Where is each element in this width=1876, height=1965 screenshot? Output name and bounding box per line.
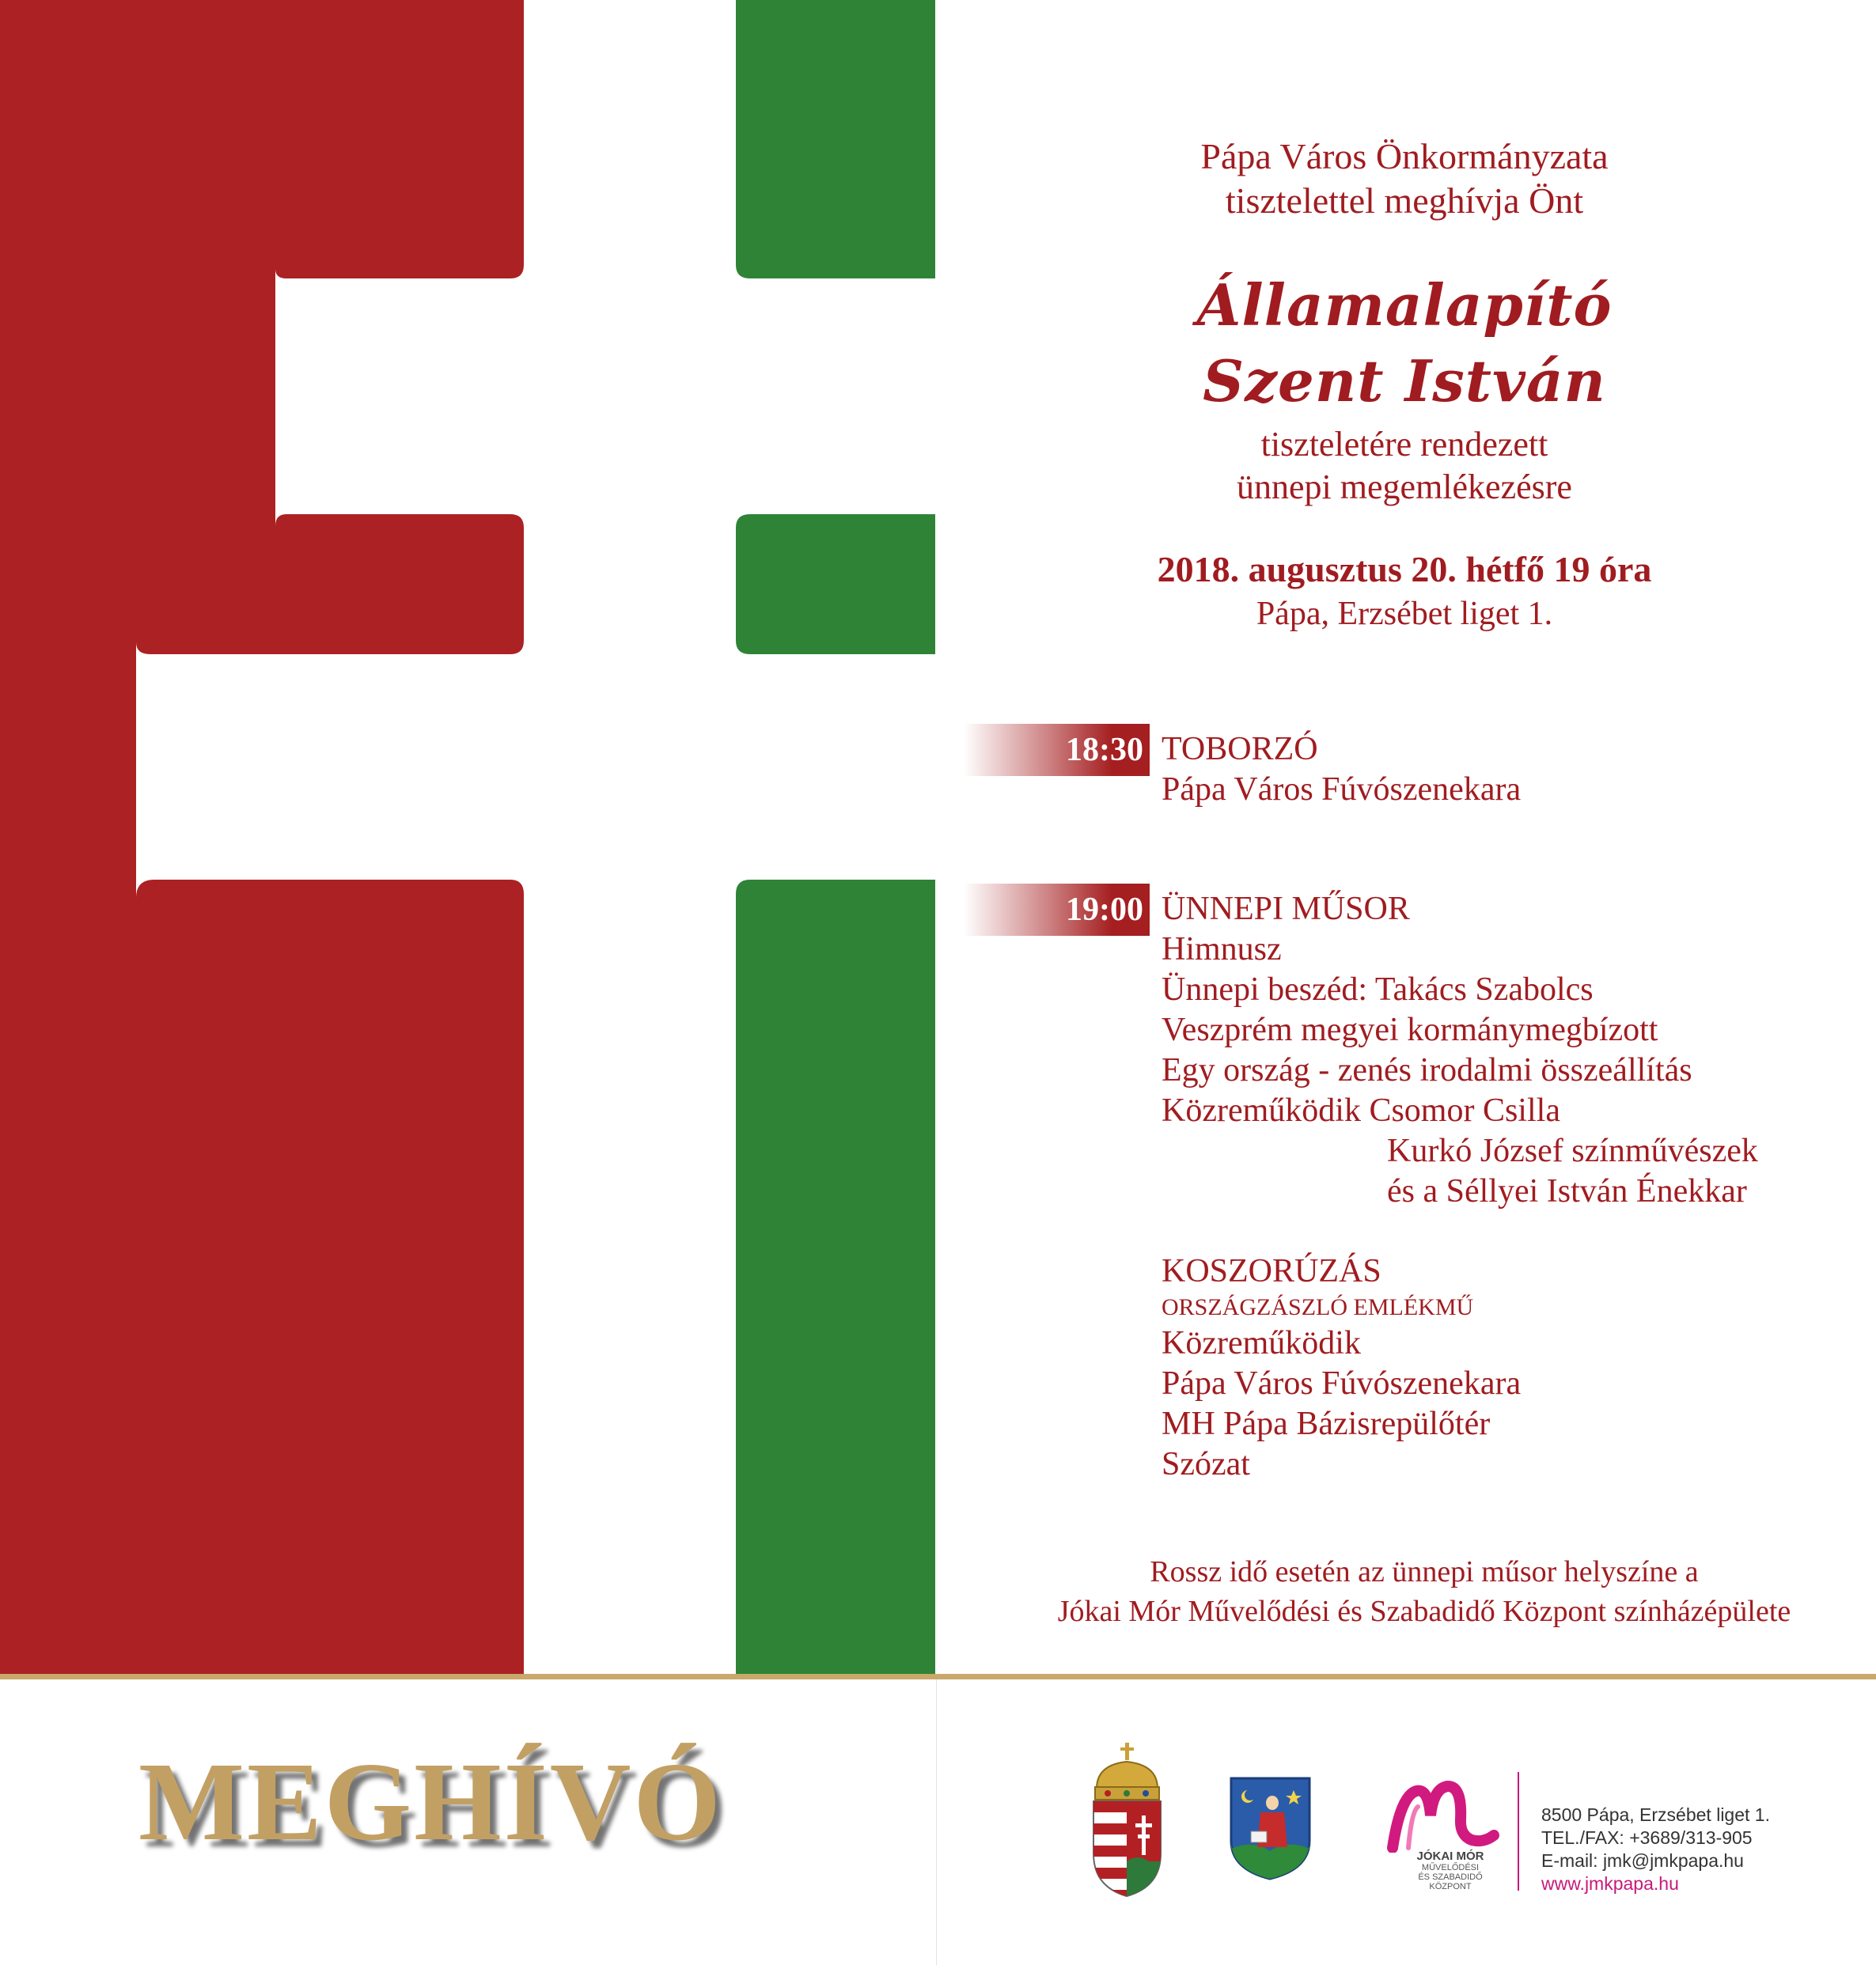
event-subtitle <box>942 423 1867 509</box>
time-1830: 18:30 <box>1066 732 1143 768</box>
red-field <box>0 0 524 1675</box>
contact-address: 8500 Pápa, Erzsébet liget 1. <box>1541 1804 1770 1825</box>
program-line: Közreműködik Csomor Csilla <box>1162 1092 1560 1129</box>
notice-line-2: Jókai Mór Művelődési és Szabadidő Központ színházépülete <box>1057 1595 1791 1628</box>
notice-line-1: Rossz idő esetén az ünnepi műsor helyszíne a <box>1150 1555 1699 1588</box>
program-heading-toborzo: TOBORZÓ <box>1162 731 1318 767</box>
program-line-indented: Kurkó József színművészek <box>1387 1133 1758 1169</box>
time-1900: 19:00 <box>1066 892 1143 928</box>
invitation-intro <box>942 134 1867 223</box>
time-badge-1 <box>964 724 1150 776</box>
wreath-heading: KOSZORÚZÁS <box>1162 1253 1381 1289</box>
title-line-1: Államalapító <box>1196 271 1613 339</box>
gold-divider <box>0 1674 1876 1679</box>
contact-email[interactable]: E-mail: jmk@jmkpapa.hu <box>1541 1850 1744 1871</box>
program-item-2 <box>1162 889 1758 1212</box>
program-line: Ünnepi beszéd: Takács Szabolcs <box>1162 971 1594 1008</box>
program-item-1 <box>1162 729 1521 810</box>
subtitle-line-1: tiszteletére rendezett <box>1260 425 1548 464</box>
cover-title: MEGHÍVÓ <box>138 1739 723 1864</box>
green-bottom <box>736 880 935 1675</box>
jokai-logo-sub-3: KÖZPONT <box>1429 1882 1472 1891</box>
jokai-logo-name: JÓKAI MÓR <box>1416 1850 1484 1863</box>
time-badge-2 <box>964 884 1150 936</box>
program-line-indented: és a Séllyei István Énekkar <box>1387 1173 1747 1210</box>
event-title <box>942 267 1867 419</box>
program-line: Közreműködik <box>1162 1325 1361 1361</box>
event-date: 2018. augusztus 20. hétfő 19 óra <box>1157 549 1652 589</box>
program-heading-unnepi-musor: ÜNNEPI MŰSOR <box>1162 891 1410 927</box>
event-place: Pápa, Erzsébet liget 1. <box>1256 596 1553 632</box>
jokai-logo-sub-2: ÉS SZABADIDŐ <box>1418 1872 1483 1882</box>
program-item-wreath <box>1162 1251 1521 1485</box>
contact-website-link[interactable]: www.jmkpapa.hu <box>1541 1873 1679 1894</box>
program-line: Pápa Város Fúvószenekara <box>1162 771 1522 808</box>
green-top <box>736 0 935 278</box>
program-line: Veszprém megyei kormánymegbízott <box>1162 1012 1658 1048</box>
contact-block <box>1541 1804 1770 1895</box>
program-line: Pápa Város Fúvószenekara <box>1162 1365 1522 1402</box>
jokai-logo-sub-1: MŰVELŐDÉSI <box>1421 1863 1480 1872</box>
program-line: Egy ország - zenés irodalmi összeállítás <box>1162 1052 1692 1089</box>
subtitle-line-2: ünnepi megemlékezésre <box>1237 468 1572 506</box>
wreath-location: ORSZÁGZÁSZLÓ EMLÉKMŰ <box>1162 1294 1474 1320</box>
program-line: MH Pápa Bázisrepülőtér <box>1162 1406 1491 1442</box>
contact-divider <box>1518 1772 1519 1891</box>
green-middle <box>736 514 935 654</box>
papa-city-coat-of-arms-icon <box>1229 1776 1312 1880</box>
jokai-logo-label <box>1407 1850 1494 1891</box>
intro-line-1: Pápa Város Önkormányzata <box>1200 136 1609 176</box>
fold-line <box>936 1679 937 1965</box>
jokai-mor-logo-icon <box>1385 1780 1503 1853</box>
title-line-2: Szent István <box>1203 347 1606 415</box>
weather-notice <box>942 1552 1876 1631</box>
double-cross-graphic <box>0 0 942 1675</box>
intro-line-2: tisztelettel meghívja Önt <box>1225 180 1584 221</box>
program-line: Himnusz <box>1162 931 1282 967</box>
contact-tel: TEL./FAX: +3689/313-905 <box>1541 1827 1753 1848</box>
hungarian-coat-of-arms-icon <box>1086 1743 1169 1897</box>
program-line: Szózat <box>1162 1446 1250 1482</box>
